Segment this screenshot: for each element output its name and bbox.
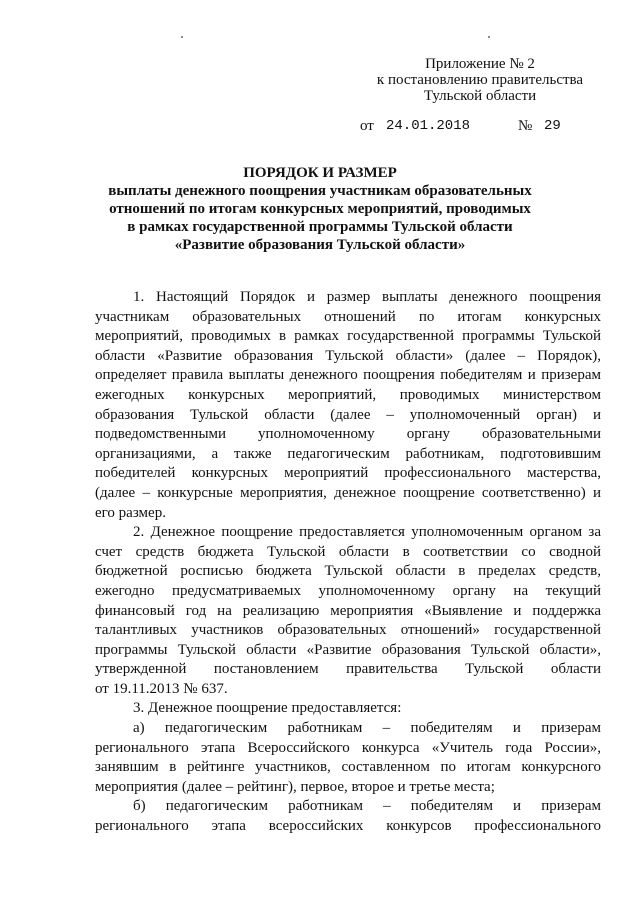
resolution-date: 24.01.2018 — [386, 118, 471, 134]
resolution-number: 29 — [544, 118, 561, 134]
body-line: определяет правила выплаты денежного поощрения победителям и призерам — [95, 367, 601, 384]
body-line: финансовый год на реализацию мероприятия «Выявление и поддержка — [95, 602, 601, 619]
title-line: «Развитие образования Тульской области» — [174, 237, 466, 253]
number-label: № — [518, 118, 533, 134]
body-line: образования Тульской области (далее – уполномоченный орган) и — [95, 406, 601, 423]
body-line: ежегодно предусматриваемых уполномоченному органу на текущий — [95, 582, 601, 599]
body-line: организациями, а также педагогическим работникам, подготовившим — [95, 445, 601, 462]
body-line: утвержденной постановлением правительства Тульской области — [95, 661, 601, 678]
body-line: регионального этапа всероссийских конкурсов профессионального — [95, 818, 601, 835]
body-line: а) педагогическим работникам – победителям и призерам — [133, 720, 601, 737]
body-line: участникам образовательных отношений по итогам конкурсных — [95, 308, 601, 325]
body-line: бюджетной росписью бюджета Тульской области в пределах средств, — [95, 563, 601, 580]
resolution-date-number — [360, 118, 600, 134]
document-body — [95, 288, 601, 837]
body-line: 3. Денежное поощрение предоставляется: — [133, 700, 402, 717]
appendix-line: к постановлению правительства — [376, 72, 584, 88]
body-line: занявшим в рейтинге участников, составленном по итогам конкурсного — [95, 759, 601, 776]
body-line: счет средств бюджета Тульской области в соответствии со сводной — [95, 543, 601, 560]
body-line: программы Тульской области «Развитие образования Тульской области», — [95, 641, 601, 658]
document-title — [90, 164, 550, 254]
appendix-note — [365, 56, 595, 104]
body-line: ежегодных конкурсных мероприятий, проводимых министерством — [95, 386, 601, 403]
body-line: от 19.11.2013 № 637. — [95, 680, 228, 697]
body-line: мероприятия (далее – рейтинг), первое, второе и третье места; — [95, 778, 495, 795]
scan-speck — [488, 36, 490, 38]
body-line: подведомственными уполномоченному органу образовательными — [95, 426, 601, 443]
date-prefix: от — [360, 118, 374, 134]
body-line: 1. Настоящий Порядок и размер выплаты денежного поощрения — [133, 289, 601, 305]
body-line: области «Развитие образования Тульской области» (далее – Порядок), — [95, 347, 601, 364]
scan-speck — [181, 36, 183, 38]
body-line: б) педагогическим работникам – победителям и призерам — [133, 798, 601, 815]
body-line: его размер. — [95, 504, 166, 521]
body-line: мероприятий, проводимых в рамках государственной программы Тульской — [95, 328, 601, 345]
appendix-line: Приложение № 2 — [425, 56, 535, 72]
title-line: отношений по итогам конкурсных мероприятий, проводимых — [109, 201, 531, 217]
title-line: в рамках государственной программы Тульской области — [127, 219, 513, 235]
appendix-line: Тульской области — [423, 88, 537, 104]
title-line: ПОРЯДОК И РАЗМЕР — [243, 165, 397, 181]
body-line: талантливых участников образовательных отношений» государственной — [95, 622, 601, 639]
body-line: (далее – конкурсные мероприятия, денежное поощрение соответственно) и — [95, 484, 601, 501]
body-line: победителей конкурсных мероприятий профессионального мастерства, — [95, 465, 601, 482]
title-line: выплаты денежного поощрения участникам образовательных — [108, 183, 532, 199]
body-line: 2. Денежное поощрение предоставляется уполномоченным органом за — [133, 524, 601, 541]
body-line: регионального этапа Всероссийского конкурса «Учитель года России», — [95, 739, 601, 756]
